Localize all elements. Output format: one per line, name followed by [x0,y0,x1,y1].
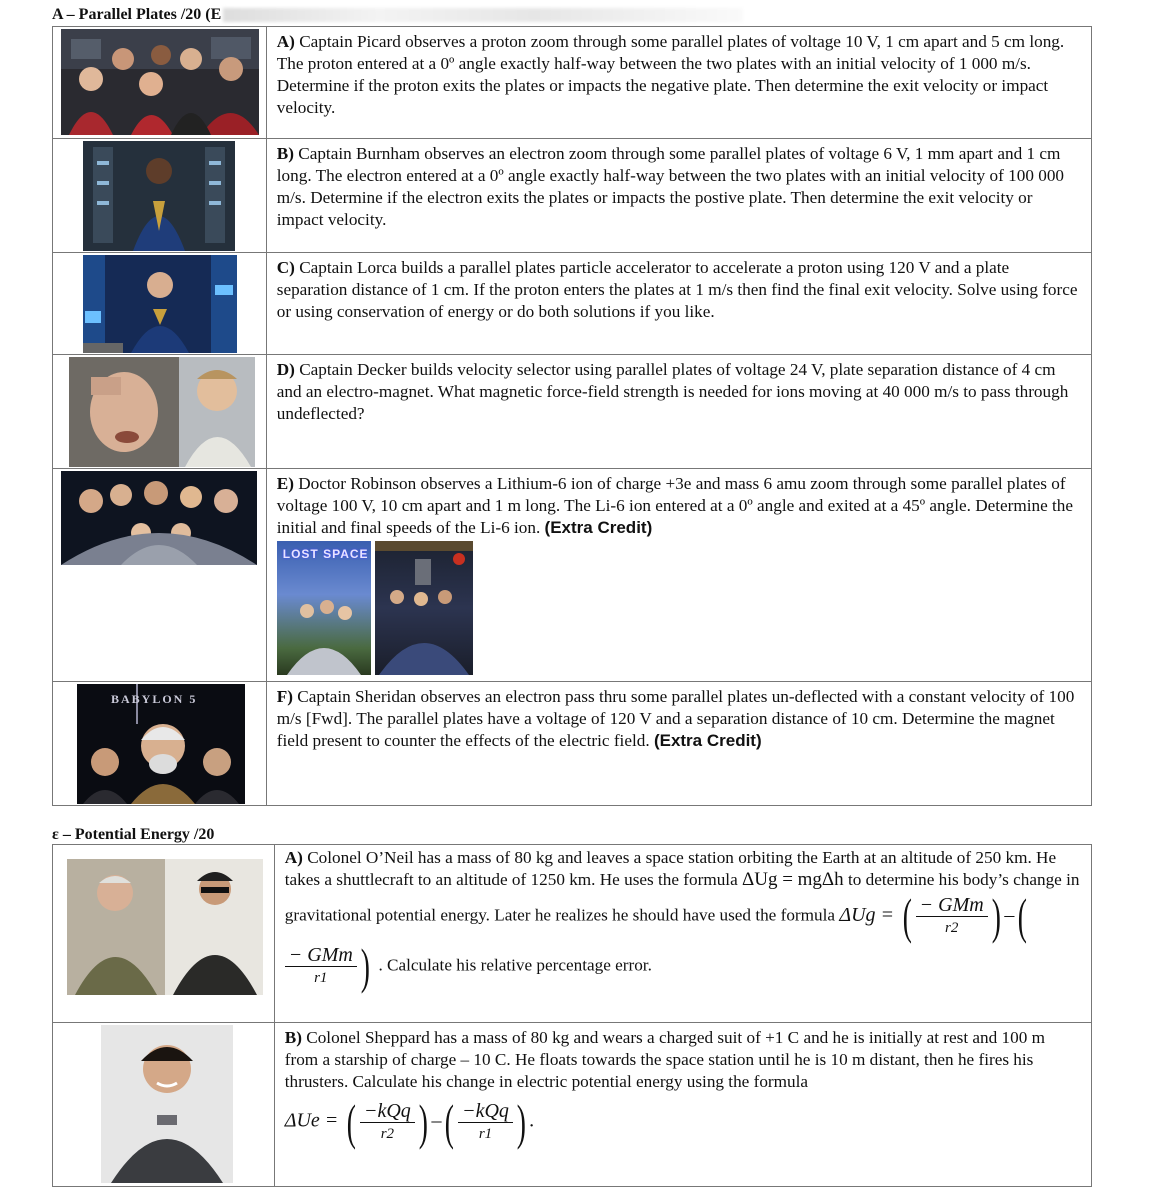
question-row-e [53,469,1092,682]
colonel-oneil-photo [67,859,263,995]
question-row-f [53,682,1092,806]
lost-in-space-cast-photo [61,471,257,565]
potential-energy-table [52,844,1092,1187]
question-text-cell [266,139,1091,253]
pe-question-row-b [53,1023,1092,1187]
babylon-5-logo: BABYLON 5 [111,692,198,706]
question-text-cell [266,253,1091,355]
right-paren: ) [418,1094,428,1150]
question-label: D) [276,360,295,379]
question-text: Captain Burnham observes an electron zoom through some parallel plates of voltage 6 V, 1 mm apart and 1 cm long. The electron entered at a 0º angle exactly half-way between the two plates with an initial velocity of 100 000 m/s. Determine if the electron exits the plates or impacts the postive plate. Then determine the exit velocity or impact velocity. [276,144,1065,229]
question-label: C) [276,258,295,277]
parallel-plates-table [52,26,1092,806]
question-text: Captain Sheridan observes an electron pass thru some parallel plates un-deflected with a constant velocity of 100 m/s [Fwd]. The parallel plates have a voltage of 120 V and a separation distance of 10 cm. Determine the magnet field present to counter the effects of the electric field. [276,687,1075,750]
formula-lhs: ΔUg = [839,903,895,926]
fraction-denominator: r2 [945,919,959,936]
question-text-part-1: Colonel O’Neil has a mass of 80 kg and leaves a space station orbiting the Earth at an altitude of 250 km. He takes a shuttlecraft to an altitude of 1250 km. He uses the formula [284,848,1057,889]
question-text-cell [266,682,1091,806]
fraction-denominator: r1 [478,1125,493,1142]
blurred-heading-remainder [223,8,743,22]
right-paren: ) [516,1094,526,1150]
question-text-cell [274,1023,1091,1187]
question-text-part-2: to determine his body’s change in gravitational potential energy. Later he realizes he should have used the formula [284,870,1080,925]
extra-credit-label: (Extra Credit) [653,731,762,750]
question-label: B) [284,1028,302,1047]
fraction-term-2 [285,944,357,989]
question-label: A) [276,32,295,51]
star-trek-tng-crew-photo [61,29,259,135]
fraction-term-1 [360,1100,415,1145]
left-paren: ( [445,1094,455,1150]
question-row-a [53,27,1092,139]
fraction-term-2 [458,1100,513,1145]
question-text: Colonel Sheppard has a mass of 80 kg and wears a charged suit of +1 C and he is initially at rest and 100 m from a starship of charge – 10 C. He floats towards the space station until he is 10 m distant, then he fires his thrusters. Calculate his change in electric potential energy using the formula [284,1028,1045,1091]
question-text-cell [274,845,1091,1023]
fraction-term-1 [916,894,988,939]
question-row-d [53,355,1092,469]
picture-cell [53,845,275,1023]
colonel-sheppard-photo [101,1025,233,1183]
question-text-cell [266,469,1091,682]
lost-in-space-poster-1 [277,541,371,675]
section-b-heading: ε – Potential Energy /20 [52,826,215,843]
question-text: Captain Lorca builds a parallel plates particle accelerator to accelerate a proton using 120 V and a plate separation distance of 1 cm. If the proton enters the plates at 1 m/s then find the final exit velocity. Solve using force or using conservation of energy or do both solutions if you like. [276,258,1078,321]
left-paren: ( [1018,888,1028,944]
picture-cell [53,253,267,355]
captain-decker-photo [69,357,255,467]
fraction-denominator: r2 [380,1125,395,1142]
formula-electric-pe: ΔUe = ( $\frac{\text{−kQq}}{r2}$ ) –( $\frac{\text{−kQq}}{r1}$ ) . [284,1094,535,1150]
left-paren: ( [902,888,912,944]
question-text: Captain Picard observes a proton zoom through some parallel plates of voltage 10 V, 1 cm apart and 5 cm long. The proton entered at a 0º angle exactly half-way between the two plates with an initial velocity of 1 000 m/s. Determine if the proton exits the plates or impacts the negative plate. Then determine the exit velocity or impact velocity. [276,32,1065,117]
right-paren: ) [360,938,370,994]
picture-cell [53,139,267,253]
question-text: Doctor Robinson observes a Lithium-6 ion of charge +3e and mass 6 amu zoom through some parallel plates of voltage 100 V, 10 cm apart and 1 m long. The Li-6 ion entered at a 0º angle and exited at a 45º angle. Determine the initial and final speeds of the Li-6 ion. [276,474,1074,537]
question-text-cell [266,355,1091,469]
picture-cell [53,27,267,139]
section-a-heading [52,6,743,24]
picture-cell [53,355,267,469]
right-paren: ) [991,888,1001,944]
fraction-denominator: r1 [314,969,328,986]
poster-title: LOST SPACE [282,547,369,561]
pe-question-row-a [53,845,1092,1023]
question-text-part-3: . Calculate his relative percentage error. [378,955,652,975]
section-a-heading-text: A – Parallel Plates /20 (E [52,6,222,23]
left-paren: ( [347,1094,357,1150]
picture-cell [53,682,267,806]
fraction-numerator: −kQq [458,1100,513,1123]
fraction-numerator: −kQq [360,1100,415,1123]
fraction-numerator: − GMm [285,944,357,967]
picture-cell [53,1023,275,1187]
question-label: F) [276,687,293,706]
formula-delta-ug-simple: ΔUg = mgΔh [742,869,844,890]
captain-burnham-photo [83,141,235,251]
question-text: Captain Decker builds velocity selector using parallel plates of voltage 24 V, plate separation distance of 4 cm and an electro-magnet. What magnetic force-field strength is needed for ions moving at 40 000 m/s to pass through undeflected? [276,360,1069,423]
question-label: E) [276,474,294,493]
fraction-numerator: − GMm [916,894,988,917]
lost-in-space-poster-2 [375,541,473,675]
question-text-cell [266,27,1091,139]
formula-gravitational-pe: ΔUg = ( $\frac{\text{− GMm}}{r2}$ ) –( $\frac{\text{− GMm}}{r1}$ ) [285,904,1031,976]
question-row-b [53,139,1092,253]
question-label: A) [284,848,303,867]
question-label: B) [276,144,294,163]
extra-credit-label: (Extra Credit) [544,518,653,537]
picture-cell [53,469,267,682]
question-row-c [53,253,1092,355]
formula-lhs: ΔUe = [284,1109,339,1132]
captain-lorca-photo [83,255,237,353]
